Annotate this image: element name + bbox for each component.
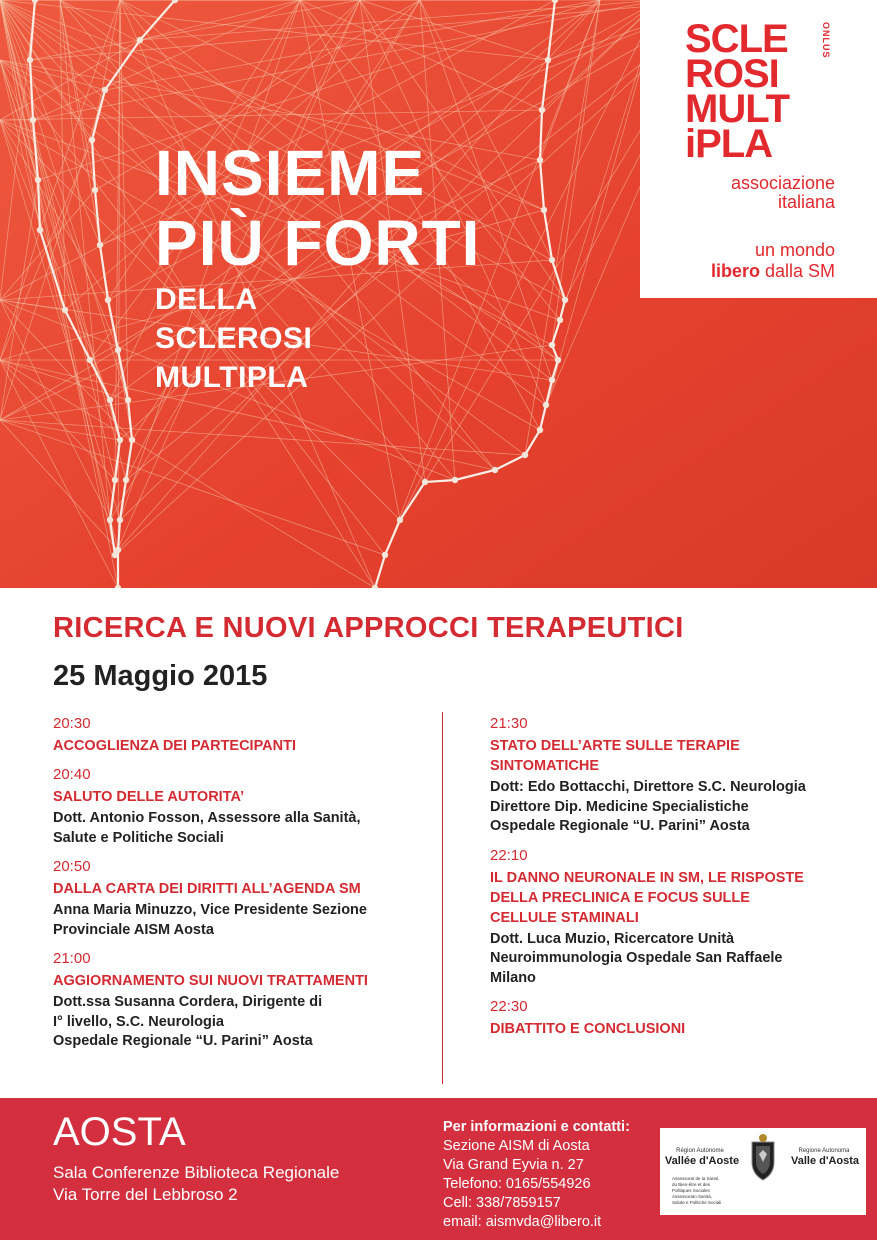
- program-title: ACCOGLIENZA DEI PARTECIPANTI: [53, 738, 297, 754]
- pin-head: [89, 137, 95, 143]
- region-right-name: Valle d'Aosta: [790, 1155, 860, 1167]
- logo-assoc-line-2: italiana: [777, 192, 835, 212]
- pin-head: [555, 357, 561, 363]
- region-small-line: Assessorat de la Santé,: [672, 1176, 720, 1181]
- subheadline-line-2: SCLEROSI: [155, 322, 313, 355]
- region-small-line: Salute e Politiche Sociali: [672, 1200, 722, 1205]
- aism-logo: [640, 0, 877, 298]
- logo-assoc-line-1: associazione: [730, 173, 835, 193]
- program-title: IL DANNO NEURONALE IN SM, LE RISPOSTE DELLA PRECLINICA E FOCUS SULLE CELLULE STAMINALI: [490, 869, 804, 926]
- pin-head: [537, 157, 543, 163]
- program-time: 20:50: [53, 858, 91, 875]
- program-time: 21:30: [490, 715, 528, 732]
- program-item: [490, 715, 850, 837]
- pin-head: [35, 177, 41, 183]
- headline: [155, 138, 480, 397]
- pin-head: [115, 347, 121, 353]
- program-speaker: Dott. Luca Muzio, Ricercatore Unità Neuroimmunologia Ospedale San Raffaele Milano: [490, 930, 783, 986]
- pin-head: [112, 477, 118, 483]
- logo-association-name: [731, 174, 835, 212]
- program-title: DALLA CARTA DEI DIRITTI ALL’AGENDA SM: [53, 881, 361, 897]
- logo-wordmark: [685, 17, 790, 166]
- program-item: [490, 998, 850, 1039]
- contact-line: Telefono: 0165/554926: [443, 1176, 591, 1192]
- program-item: [53, 766, 413, 848]
- pin-head: [452, 477, 458, 483]
- logo-word-line: ROSI: [685, 52, 779, 96]
- pin-head: [105, 297, 111, 303]
- pin-head: [562, 297, 568, 303]
- logo-word-line: MULT: [685, 87, 790, 131]
- region-right-small: Regione Autonoma: [798, 1148, 850, 1154]
- region-left-small: Région Autonome: [676, 1148, 724, 1154]
- program-time: 21:00: [53, 950, 91, 967]
- program-item: [53, 950, 413, 1052]
- logo-word-line: SCLE: [685, 17, 788, 61]
- region-small-line: Politiques Sociales: [672, 1188, 710, 1193]
- pin-head: [522, 452, 528, 458]
- pin-head: [107, 517, 113, 523]
- contact-line: Sezione AISM di Aosta: [443, 1138, 590, 1154]
- program-speaker: Dott. Antonio Fosson, Assessore alla Sanità, Salute e Politiche Sociali: [53, 810, 361, 846]
- pin-head: [117, 517, 123, 523]
- logo-onlus: ONLUS: [821, 22, 831, 59]
- pin-head: [557, 317, 563, 323]
- venue-line-2: Via Torre del Lebbroso 2: [53, 1185, 238, 1204]
- pin-head: [137, 37, 143, 43]
- program-item: [490, 847, 850, 989]
- pin-head: [37, 227, 43, 233]
- pin-head: [123, 477, 129, 483]
- contact-line: Cell: 338/7859157: [443, 1195, 561, 1211]
- pin-head: [549, 342, 555, 348]
- program-item: [53, 858, 413, 940]
- pin-head: [62, 307, 68, 313]
- column-divider: [442, 712, 443, 1084]
- pin-head: [382, 552, 388, 558]
- region-small-line: Assessorato Sanità,: [672, 1194, 713, 1199]
- program-column-right: [490, 715, 850, 1049]
- program-title: STATO DELL’ARTE SULLE TERAPIE SINTOMATICHE: [490, 738, 740, 774]
- program-speaker: Anna Maria Minuzzo, Vice Presidente Sezione Provinciale AISM Aosta: [53, 902, 367, 938]
- contact-heading: Per informazioni e contatti:: [443, 1119, 630, 1135]
- pin-head: [543, 402, 549, 408]
- region-small-line: du Bien-être et des: [672, 1182, 711, 1187]
- footer-city: AOSTA: [53, 1110, 186, 1154]
- hero-banner: [0, 0, 877, 588]
- logo-word-line: iPLA: [685, 122, 773, 166]
- logo-tagline: [711, 240, 835, 282]
- pin-head: [422, 479, 428, 485]
- region-logo: [660, 1128, 866, 1215]
- subheadline-line-1: DELLA: [155, 283, 258, 316]
- contact-email[interactable]: email: aismvda@libero.it: [443, 1214, 602, 1230]
- pin-head: [107, 397, 113, 403]
- logo-tag-bold: libero: [710, 261, 760, 281]
- pin-head: [549, 257, 555, 263]
- event-title: RICERCA E NUOVI APPROCCI TERAPEUTICI: [53, 612, 684, 644]
- pin-head: [117, 437, 123, 443]
- pin-head: [545, 57, 551, 63]
- pin-head: [112, 552, 118, 558]
- region-left-name: Vallée d'Aoste: [664, 1155, 740, 1167]
- program-time: 22:10: [490, 846, 528, 864]
- pin-head: [92, 187, 98, 193]
- pin-head: [87, 357, 93, 363]
- event-date: 25 Maggio 2015: [53, 660, 268, 692]
- contact-info: [443, 1118, 630, 1232]
- footer: [0, 1098, 877, 1240]
- headline-line-2: PIÙ FORTI: [155, 207, 481, 279]
- program-title: SALUTO DELLE AUTORITA’: [53, 789, 245, 805]
- program-time: 22:30: [490, 998, 528, 1015]
- pin-head: [537, 427, 543, 433]
- logo-tag-rest: dalla SM: [759, 261, 835, 281]
- program-title: DIBATTITO E CONCLUSIONI: [490, 1021, 686, 1037]
- pin-head: [539, 107, 545, 113]
- program-title: AGGIORNAMENTO SUI NUOVI TRATTAMENTI: [53, 973, 368, 989]
- program-item: [53, 715, 413, 756]
- headline-line-1: INSIEME: [155, 137, 426, 209]
- pin-head: [30, 117, 36, 123]
- footer-venue: [53, 1162, 339, 1206]
- program-speaker: Dott: Edo Bottacchi, Direttore S.C. Neurologia Direttore Dip. Medicine Specialistiche Ospedale Regionale “U. Parini” Aosta: [490, 779, 806, 834]
- pin-head: [125, 397, 131, 403]
- program-time: 20:30: [53, 715, 91, 732]
- venue-line-1: Sala Conferenze Biblioteca Regionale: [53, 1163, 340, 1182]
- program-column-left: [53, 715, 413, 1062]
- logo-tag-line-1: un mondo: [754, 240, 835, 260]
- pin-head: [27, 57, 33, 63]
- subheadline-line-3: MULTIPLA: [155, 361, 309, 394]
- pin-head: [102, 87, 108, 93]
- pin-head: [129, 437, 135, 443]
- pin-head: [549, 377, 555, 383]
- pin-head: [492, 467, 498, 473]
- pin-head: [397, 517, 403, 523]
- region-logo-graphic: [660, 1128, 866, 1215]
- program-speaker: Dott.ssa Susanna Cordera, Dirigente di I° livello, S.C. Neurologia Ospedale Regionale “U. Parini” Aosta: [53, 994, 323, 1049]
- region-coat-of-arms-icon: [752, 1134, 774, 1180]
- pin-head: [97, 242, 103, 248]
- contact-line: Via Grand Eyvia n. 27: [443, 1157, 584, 1173]
- pin-head: [541, 207, 547, 213]
- logo-tag-line-2: [711, 261, 835, 282]
- program-time: 20:40: [53, 766, 91, 783]
